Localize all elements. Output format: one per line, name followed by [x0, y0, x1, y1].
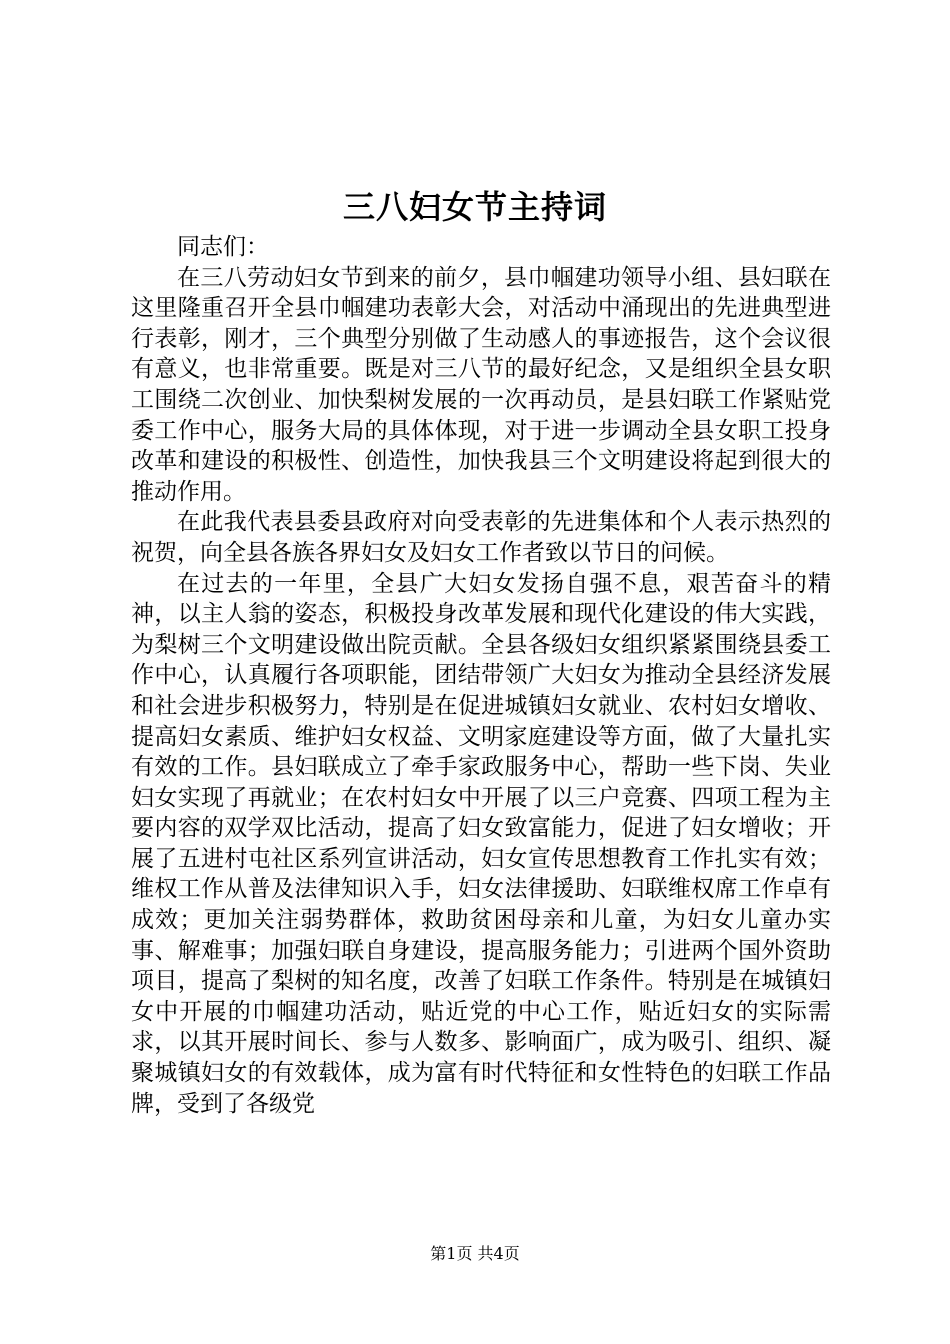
page-footer: 第1页 共4页 [430, 1244, 520, 1263]
body-paragraph-3: 在过去的一年里，全县广大妇女发扬自强不息，艰苦奋斗的精神，以主人翁的姿态，积极投身改革发展和现代化建设的伟大实践，为梨树三个文明建设做出院贡献。全县各级妇女组织紧紧围绕县委工作中心，认真履行各项职能，团结带领广大妇女为推动全县经济发展和社会进步积极努力，特别是在促进城镇妇女就业、农村妇女增收、提高妇女素质、维护妇女权益、文明家庭建设等方面，做了大量扎实有效的工作。县妇联成立了牵手家政服务中心，帮助一些下岗、失业妇女实现了再就业；在农村妇女中开展了以三户竞赛、四项工程为主要内容的双学双比活动，提高了妇女致富能力，促进了妇女增收；开展了五进村屯社区系列宣讲活动，妇女宣传思想教育工作扎实有效；维权工作从普及法律知识入手，妇女法律援助、妇联维权席工作卓有成效；更加关注弱势群体，救助贫困母亲和儿童，为妇女儿童办实事、解难事；加强妇联自身建设，提高服务能力；引进两个国外资助项目，提高了梨树的知名度，改善了妇联工作条件。特别是在城镇妇女中开展的巾帼建功活动，贴近党的中心工作，贴近妇女的实际需求，以其开展时间长、参与人数多、影响面广，成为吸引、组织、凝聚城镇妇女的有效载体，成为富有时代特征和女性特色的妇联工作品牌，受到了各级党 [131, 570, 831, 1117]
document-title: 三八妇女节主持词 [342, 188, 607, 226]
salutation-paragraph: 同志们： [177, 234, 269, 260]
document-body [131, 232, 831, 1119]
body-paragraph-2: 在此我代表县委县政府对向受表彰的先进集体和个人表示热烈的祝贺，向全县各族各界妇女及妇女工作者致以节日的问候。 [131, 509, 831, 566]
body-paragraph-1: 在三八劳动妇女节到来的前夕，县巾帼建功领导小组、县妇联在这里隆重召开全县巾帼建功表彰大会，对活动中涌现出的先进典型进行表彰，刚才，三个典型分别做了生动感人的事迹报告，这个会议很有意义，也非常重要。既是对三八节的最好纪念，又是组织全县女职工围绕二次创业、加快梨树发展的一次再动员，是县妇联工作紧贴党委工作中心，服务大局的具体体现，对于进一步调动全县女职工投身改革和建设的积极性、创造性，加快我县三个文明建设将起到很大的推动作用。 [131, 264, 831, 505]
